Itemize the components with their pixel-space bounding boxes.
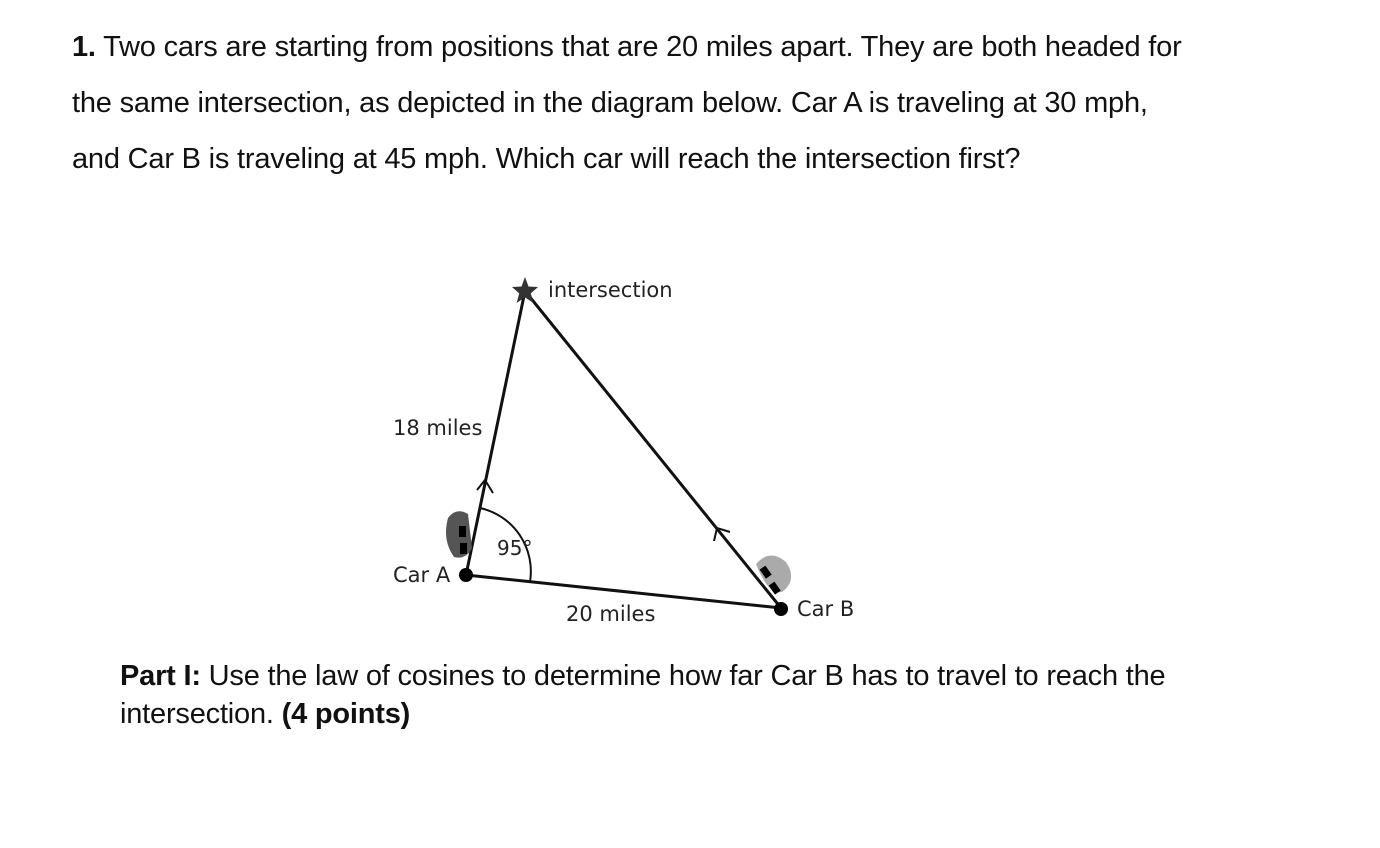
car-a-point (459, 568, 473, 582)
question-body: Two cars are starting from positions that are 20 miles apart. They are both headed for the same intersection, as depicted in the diagram below. Car A is traveling at 30 mph, and Car B is traveling at 45 mph. Which car will reach the intersection first? (72, 31, 1182, 175)
part-one (120, 657, 1220, 733)
car-b-point (774, 602, 788, 616)
car-a-icon (446, 511, 472, 557)
part-text: Use the law of cosines to determine how far Car B has to travel to reach the intersection. (120, 660, 1166, 730)
car-b-icon (756, 555, 791, 594)
intersection-label: intersection (548, 278, 673, 302)
car-b-label: Car B (797, 597, 855, 621)
car-a-label: Car A (393, 563, 451, 587)
part-points: (4 points) (281, 698, 411, 730)
question-number: 1. (72, 31, 96, 63)
side-car-b-to-intersection (525, 291, 781, 608)
angle-label: 95° (497, 536, 533, 560)
side-a-label: 18 miles (393, 416, 483, 440)
base-label: 20 miles (566, 602, 656, 626)
part-label: Part I: (120, 660, 201, 692)
star-icon (512, 277, 538, 303)
